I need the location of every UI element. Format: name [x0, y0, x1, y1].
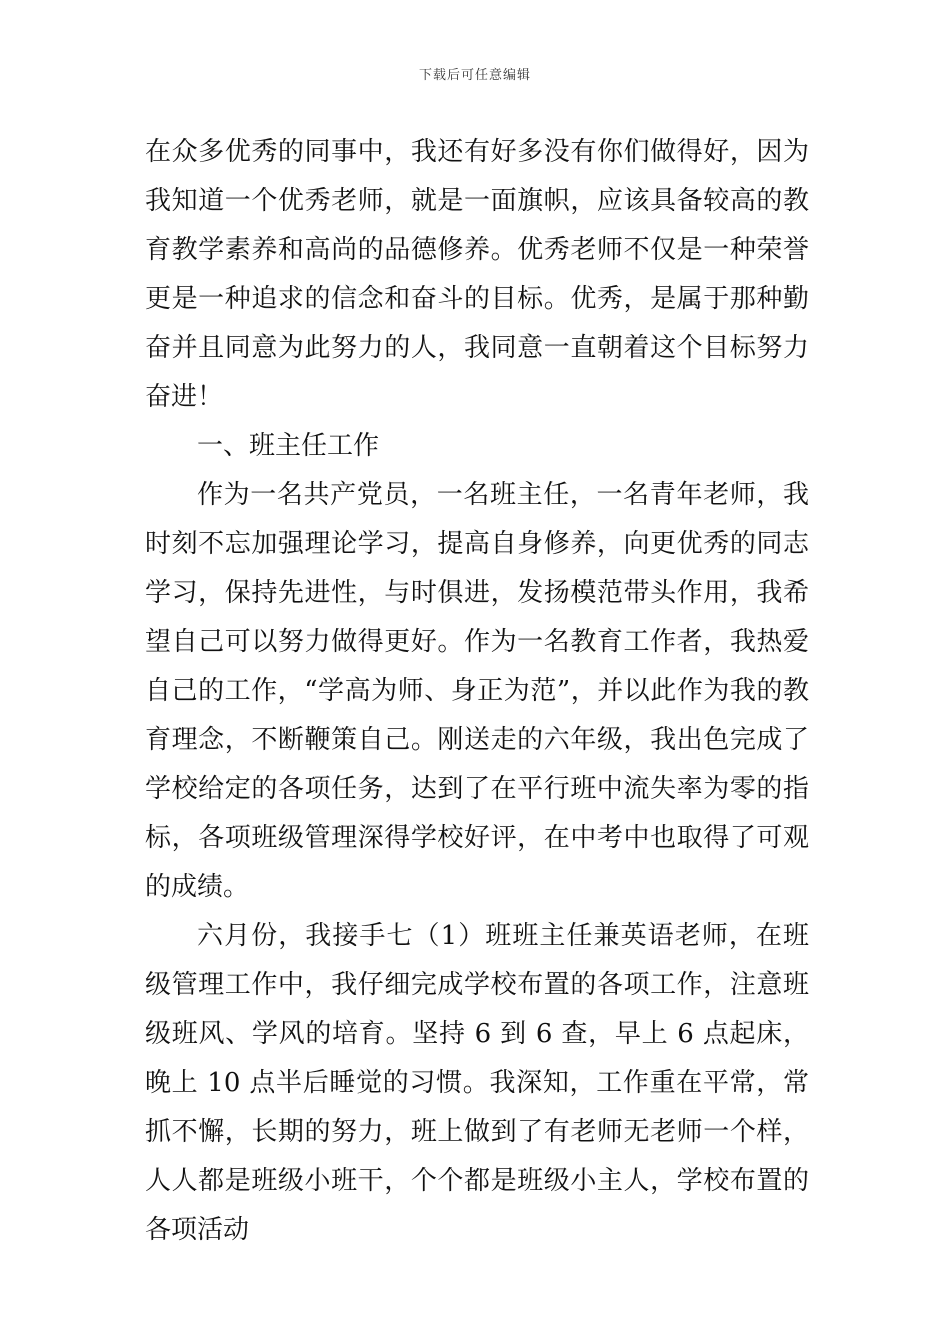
document-body — [145, 128, 809, 1255]
paragraph-intro: 在众多优秀的同事中，我还有好多没有你们做得好，因为我知道一个优秀老师，就是一面旗帜，应该具备较高的教育教学素养和高尚的品德修养。优秀老师不仅是一种荣誉更是一种追求的信念和奋斗的目标。优秀，是属于那种勤奋并且同意为此努力的人，我同意一直朝着这个目标努力奋进！ — [145, 137, 809, 412]
page-header: 下载后可任意编辑 — [418, 68, 531, 83]
paragraph-class-teacher-work: 作为一名共产党员，一名班主任，一名青年老师，我时刻不忘加强理论学习，提高自身修养，向更优秀的同志学习，保持先进性，与时俱进，发扬模范带头作用，我希望自己可以努力做得更好。作为一名教育工作者，我热爱自己的工作，“学高为师、身正为范”，并以此作为我的教育理念，不断鞭策自己。刚送走的六年级，我出色完成了学校给定的各项任务，达到了在平行班中流失率为零的指标，各项班级管理深得学校好评，在中考中也取得了可观的成绩。 — [145, 480, 809, 902]
section-heading: 一、班主任工作 — [197, 431, 380, 461]
paragraph-june: 六月份，我接手七（1）班班主任兼英语老师，在班级管理工作中，我仔细完成学校布置的各项工作，注意班级班风、学风的培育。坚持 6 到 6 查，早上 6 点起床，晚上 10 点半后睡觉的习惯。我深知，工作重在平常，常抓不懈，长期的努力，班上做到了有老师无老师一个样，人人都是班级小班干，个个都是班级小主人，学校布置的各项活动 — [145, 921, 809, 1245]
